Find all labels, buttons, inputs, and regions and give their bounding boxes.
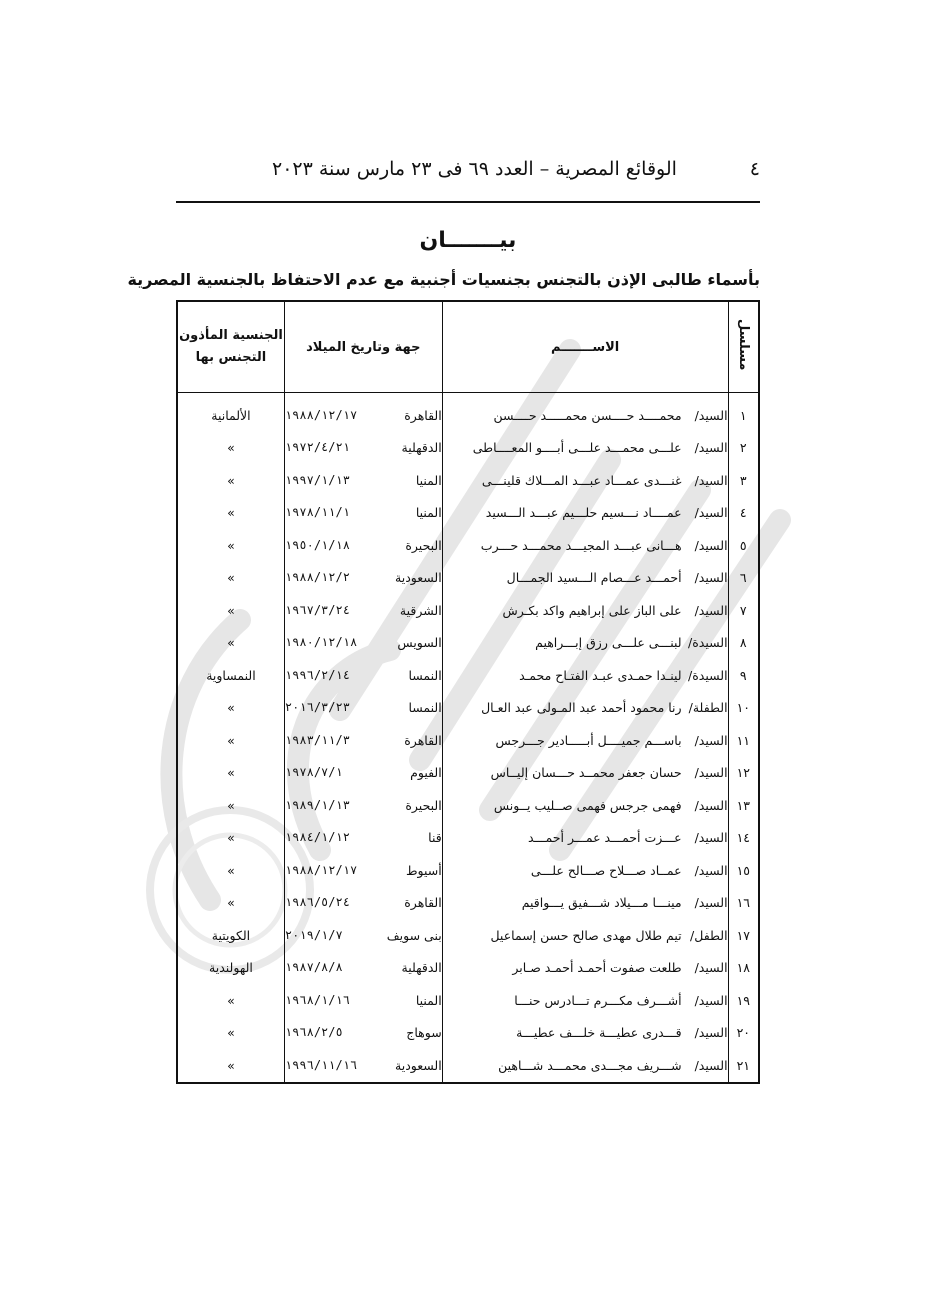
row-birth-date: ١٩٨٤/١/١٢ — [284, 830, 350, 845]
table-row — [177, 659, 759, 692]
row-name-cell — [442, 887, 728, 920]
row-honorific: السيد/ — [694, 797, 728, 813]
table-row — [177, 822, 759, 855]
header-serial: مسلسل — [728, 301, 759, 393]
row-name-cell — [442, 952, 728, 985]
row-serial: ٨ — [728, 627, 759, 660]
row-nationality: » — [177, 757, 284, 790]
row-honorific: السيد/ — [694, 862, 728, 878]
row-name: طلعت صفوت أحمـد أحمـد صـابر — [512, 960, 682, 976]
row-name-cell — [442, 919, 728, 952]
row-birth-place: المنيا — [415, 505, 442, 521]
row-serial: ١٧ — [728, 919, 759, 952]
row-birth-date: ١٩٨٣/١١/٣ — [284, 732, 350, 747]
row-birth-cell — [284, 432, 442, 465]
row-birth-place: بنى سويف — [386, 927, 442, 943]
row-birth-date: ٢٠١٩/١/٧ — [284, 927, 343, 942]
row-birth-cell — [284, 1049, 442, 1083]
table-row — [177, 724, 759, 757]
row-honorific: الطفلة/ — [688, 700, 728, 716]
row-birth-date: ١٩٦٨/٢/٥ — [284, 1025, 343, 1040]
table-header-row — [177, 301, 759, 393]
row-birth-cell — [284, 393, 442, 432]
row-honorific: السيد/ — [694, 732, 728, 748]
row-birth-place: الفيوم — [410, 765, 442, 781]
row-nationality: النمساوية — [177, 659, 284, 692]
row-name-cell — [442, 854, 728, 887]
row-name: فهمى جرجس فهمى صــليب يــونس — [493, 797, 682, 813]
header-name: الاســـــــم — [442, 301, 728, 393]
row-birth-cell — [284, 594, 442, 627]
table-row — [177, 1017, 759, 1050]
table-row — [177, 919, 759, 952]
row-birth-date: ١٩٧٨/١١/١ — [284, 505, 350, 520]
row-birth-cell — [284, 692, 442, 725]
row-nationality: الألمانية — [177, 393, 284, 432]
row-name-cell — [442, 497, 728, 530]
row-name-cell — [442, 692, 728, 725]
row-honorific: السيد/ — [694, 602, 728, 618]
row-birth-place: النمسا — [408, 667, 442, 683]
row-nationality: » — [177, 724, 284, 757]
row-honorific: السيد/ — [694, 960, 728, 976]
row-name-cell — [442, 984, 728, 1017]
row-name-cell — [442, 464, 728, 497]
table-row — [177, 692, 759, 725]
row-serial: ١١ — [728, 724, 759, 757]
row-honorific: السيد/ — [694, 765, 728, 781]
row-serial: ٢١ — [728, 1049, 759, 1083]
row-name-cell — [442, 1017, 728, 1050]
row-serial: ٤ — [728, 497, 759, 530]
row-birth-date: ١٩٨٨/١٢/٢ — [284, 570, 350, 585]
row-serial: ٧ — [728, 594, 759, 627]
row-name-cell — [442, 627, 728, 660]
row-name: أحمـــد عـــصام الـــسيد الجمـــال — [506, 570, 682, 586]
row-honorific: الطفل/ — [690, 927, 728, 943]
row-serial: ١٢ — [728, 757, 759, 790]
row-name: رنا محمود أحمد عبد المـولى عبد العـال — [481, 700, 682, 716]
row-serial: ٢ — [728, 432, 759, 465]
row-birth-date: ١٩٧٨/٧/١ — [284, 765, 343, 780]
row-nationality: » — [177, 464, 284, 497]
row-birth-date: ١٩٨٠/١٢/١٨ — [284, 635, 358, 650]
row-honorific: السيد/ — [694, 1057, 728, 1073]
row-serial: ١٥ — [728, 854, 759, 887]
row-name: لينـدا حمـدى عبـد الفتـاح محمـد — [519, 667, 682, 683]
row-nationality: » — [177, 562, 284, 595]
row-name: لبنـــى علـــى رزق إبـــراهيم — [535, 635, 682, 651]
row-nationality: » — [177, 692, 284, 725]
row-birth-date: ١٩٨٨/١٢/١٧ — [284, 862, 358, 877]
row-name-cell — [442, 1049, 728, 1083]
row-birth-date: ١٩٩٧/١/١٣ — [284, 472, 350, 487]
row-birth-place: الدقهلية — [401, 960, 442, 976]
applicants-table — [176, 300, 760, 1084]
header-divider — [176, 201, 760, 203]
row-birth-cell — [284, 887, 442, 920]
table-row — [177, 1049, 759, 1083]
row-name-cell — [442, 562, 728, 595]
row-nationality: الكويتية — [177, 919, 284, 952]
table-row — [177, 562, 759, 595]
row-birth-place: البحيرة — [405, 797, 442, 813]
row-name-cell — [442, 529, 728, 562]
table-row — [177, 529, 759, 562]
row-honorific: السيد/ — [694, 407, 728, 423]
table-row — [177, 952, 759, 985]
row-birth-place: السويس — [397, 635, 442, 651]
table-row — [177, 757, 759, 790]
row-birth-place: النمسا — [408, 700, 442, 716]
row-name: عمــاد صـــلاح صـــالح علـــى — [530, 862, 682, 878]
row-name: علـــى محمـــد علـــى أبــــو المعــــاطى — [472, 440, 682, 456]
row-birth-date: ١٩٩٦/٢/١٤ — [284, 667, 350, 682]
row-nationality: » — [177, 854, 284, 887]
row-birth-cell — [284, 952, 442, 985]
row-name-cell — [442, 822, 728, 855]
row-nationality: » — [177, 432, 284, 465]
row-birth-date: ١٩٨٨/١٢/١٧ — [284, 407, 358, 422]
row-name: باســـم جميــــل أبـــــادير جـــرجس — [495, 732, 682, 748]
row-birth-date: ١٩٩٦/١١/١٦ — [284, 1057, 358, 1072]
row-birth-place: البحيرة — [405, 537, 442, 553]
row-birth-place: قنا — [428, 830, 442, 846]
row-birth-cell — [284, 529, 442, 562]
row-serial: ١ — [728, 393, 759, 432]
row-honorific: السيد/ — [694, 505, 728, 521]
row-honorific: السيد/ — [694, 537, 728, 553]
table-row — [177, 789, 759, 822]
table-row — [177, 984, 759, 1017]
row-birth-place: الدقهلية — [401, 440, 442, 456]
row-serial: ١٤ — [728, 822, 759, 855]
table-row — [177, 432, 759, 465]
document-subtitle: بأسماء طالبى الإذن بالتجنس بجنسيات أجنبية مع عدم الاحتفاظ بالجنسية المصرية — [127, 270, 760, 289]
row-name: قـــدرى عطيـــة خلـــف عطيـــة — [516, 1025, 682, 1041]
row-name-cell — [442, 432, 728, 465]
row-nationality: » — [177, 1017, 284, 1050]
table-row — [177, 594, 759, 627]
row-name-cell — [442, 757, 728, 790]
row-birth-date: ١٩٨٦/٥/٢٤ — [284, 895, 350, 910]
row-birth-date: ١٩٧٢/٤/٢١ — [284, 440, 350, 455]
row-birth-date: ١٩٦٨/١/١٦ — [284, 992, 350, 1007]
row-birth-place: سوهاج — [406, 1025, 442, 1041]
row-serial: ٢٠ — [728, 1017, 759, 1050]
header-nationality: الجنسية المأذون التجنس بها — [177, 301, 284, 393]
table-row — [177, 393, 759, 432]
row-name: مينـــا مـــيلاد شـــفيق يـــواقيم — [521, 895, 682, 911]
row-birth-cell — [284, 497, 442, 530]
row-birth-place: السعودية — [395, 570, 442, 586]
row-name-cell — [442, 659, 728, 692]
row-birth-date: ٢٠١٦/٣/٢٣ — [284, 700, 350, 715]
row-honorific: السيد/ — [694, 440, 728, 456]
row-birth-date: ١٩٦٧/٣/٢٤ — [284, 602, 350, 617]
row-name: حسان جعفر محمــد حـــسان إليــاس — [490, 765, 682, 781]
row-serial: ١٨ — [728, 952, 759, 985]
row-nationality: » — [177, 789, 284, 822]
page-number: ٤ — [749, 158, 760, 180]
row-birth-cell — [284, 789, 442, 822]
row-birth-place: المنيا — [415, 472, 442, 488]
table-row — [177, 497, 759, 530]
row-birth-place: السعودية — [395, 1057, 442, 1073]
row-serial: ٦ — [728, 562, 759, 595]
row-nationality: » — [177, 497, 284, 530]
row-name: على الباز على إبراهيم واكد بكـرش — [502, 602, 682, 618]
row-honorific: السيد/ — [694, 570, 728, 586]
row-serial: ١٦ — [728, 887, 759, 920]
row-nationality: » — [177, 627, 284, 660]
row-birth-place: المنيا — [415, 992, 442, 1008]
row-birth-cell — [284, 464, 442, 497]
row-nationality: » — [177, 822, 284, 855]
row-name: غنـــدى عمـــاد عبـــد المـــلاك قلينـــى — [481, 472, 682, 488]
row-name: عمــــاد نـــسيم حلـــيم عبـــد الـــسيد — [485, 505, 682, 521]
row-name-cell — [442, 594, 728, 627]
row-birth-place: القاهرة — [404, 732, 442, 748]
row-birth-place: القاهرة — [404, 407, 442, 423]
row-birth-date: ١٩٨٩/١/١٣ — [284, 797, 350, 812]
row-name-cell — [442, 789, 728, 822]
row-birth-place: أسيوط — [405, 862, 442, 878]
row-birth-cell — [284, 984, 442, 1017]
row-name: أشـــرف مكـــرم تـــادرس حنـــا — [514, 992, 682, 1008]
row-serial: ١٣ — [728, 789, 759, 822]
row-birth-cell — [284, 822, 442, 855]
row-birth-date: ١٩٨٧/٨/٨ — [284, 960, 343, 975]
row-honorific: السيد/ — [694, 830, 728, 846]
row-birth-cell — [284, 659, 442, 692]
row-birth-place: القاهرة — [404, 895, 442, 911]
row-name-cell — [442, 393, 728, 432]
gazette-header-title: الوقائع المصرية – العدد ٦٩ فى ٢٣ مارس سنة ٢٠٢٣ — [272, 158, 677, 180]
row-name: هـــانى عبـــد المجيـــد محمـــد حـــرب — [480, 537, 682, 553]
row-honorific: السيدة/ — [688, 635, 728, 651]
row-honorific: السيد/ — [694, 992, 728, 1008]
row-birth-cell — [284, 724, 442, 757]
row-nationality: » — [177, 529, 284, 562]
row-serial: ١٩ — [728, 984, 759, 1017]
row-name-cell — [442, 724, 728, 757]
row-birth-date: ١٩٥٠/١/١٨ — [284, 537, 350, 552]
row-nationality: » — [177, 594, 284, 627]
row-nationality: » — [177, 887, 284, 920]
row-name: تيم طلال مهدى صالح حسن إسماعيل — [490, 927, 682, 943]
row-birth-cell — [284, 1017, 442, 1050]
table-row — [177, 854, 759, 887]
row-nationality: الهولندية — [177, 952, 284, 985]
row-name: شـــريف مجـــدى محمـــد شـــاهين — [498, 1057, 682, 1073]
row-name: عـــزت أحمـــد عمـــر أحمـــد — [528, 830, 682, 846]
row-honorific: السيد/ — [694, 1025, 728, 1041]
row-birth-cell — [284, 562, 442, 595]
row-serial: ٣ — [728, 464, 759, 497]
row-birth-cell — [284, 627, 442, 660]
row-honorific: السيد/ — [694, 895, 728, 911]
row-birth-cell — [284, 854, 442, 887]
row-serial: ٩ — [728, 659, 759, 692]
row-serial: ٥ — [728, 529, 759, 562]
row-nationality: » — [177, 984, 284, 1017]
row-serial: ١٠ — [728, 692, 759, 725]
row-honorific: السيدة/ — [688, 667, 728, 683]
page-header — [176, 158, 760, 188]
row-birth-cell — [284, 757, 442, 790]
table-row — [177, 887, 759, 920]
row-birth-place: الشرقية — [399, 602, 442, 618]
row-birth-cell — [284, 919, 442, 952]
table-row — [177, 627, 759, 660]
header-birth: جهة وتاريخ الميلاد — [284, 301, 442, 393]
row-honorific: السيد/ — [694, 472, 728, 488]
document-title: بيـــــــان — [419, 228, 517, 253]
row-nationality: » — [177, 1049, 284, 1083]
row-name: محمــــد حــــسن محمـــــد حــــسن — [493, 407, 682, 423]
table-row — [177, 464, 759, 497]
